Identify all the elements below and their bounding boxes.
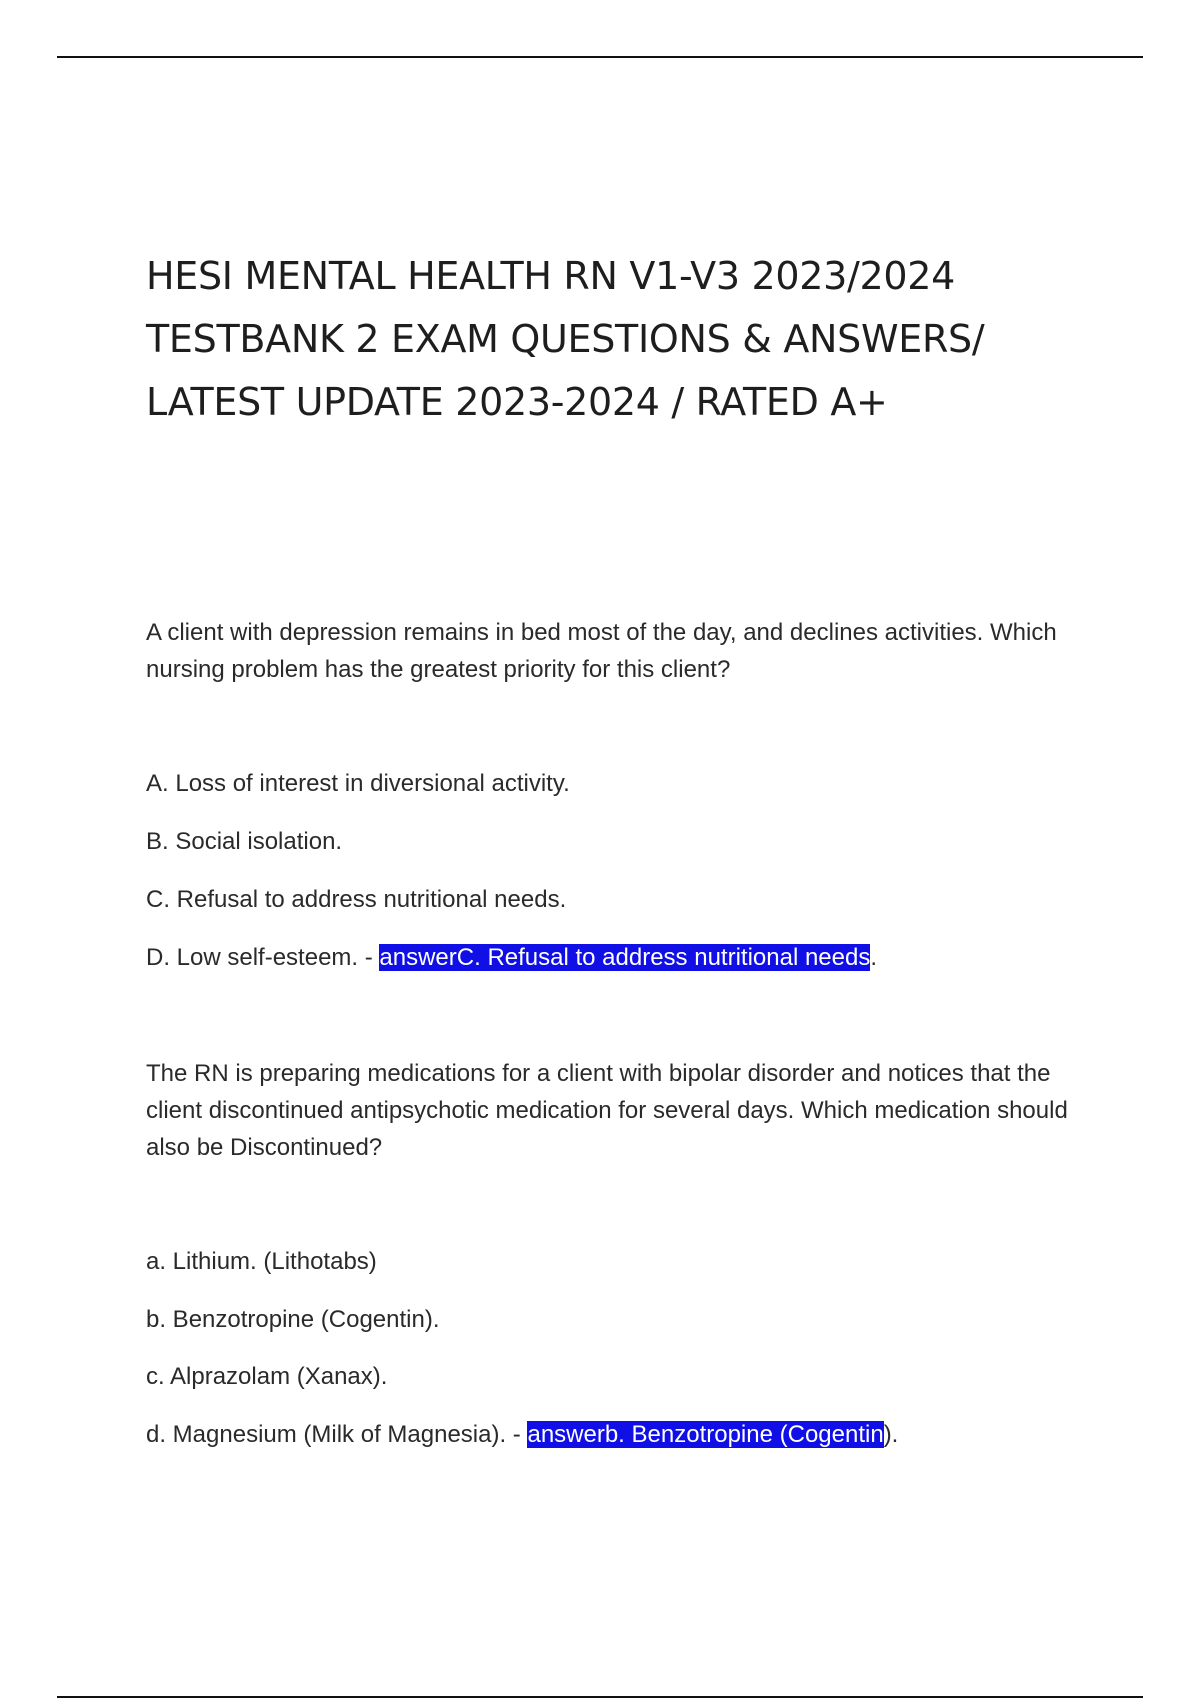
question-2-option-a: a. Lithium. (Lithotabs) bbox=[146, 1248, 377, 1275]
question-1-option-a: A. Loss of interest in diversional activity. bbox=[146, 770, 570, 797]
question-1-answer-highlight: answerC. Refusal to address nutritional needs bbox=[379, 944, 871, 971]
question-2-option-b: b. Benzotropine (Cogentin). bbox=[146, 1306, 440, 1333]
question-2-answer-highlight: answerb. Benzotropine (Cogentin bbox=[527, 1421, 884, 1448]
question-1-option-b: B. Social isolation. bbox=[146, 828, 343, 855]
question-2-stem: The RN is preparing medications for a client with bipolar disorder and notices that the client discontinued antipsychotic medication for several days. Which medication should also be Discontinued? bbox=[146, 1060, 1068, 1161]
question-2-answer-suffix: ). bbox=[883, 1421, 899, 1448]
top-rule bbox=[57, 56, 1143, 58]
title-line-2: TESTBANK 2 EXAM QUESTIONS & ANSWERS/ bbox=[146, 317, 985, 361]
question-2-option-c: c. Alprazolam (Xanax). bbox=[146, 1363, 388, 1390]
question-1-option-c: C. Refusal to address nutritional needs. bbox=[146, 886, 567, 913]
question-1-option-d bbox=[146, 942, 877, 974]
question-1-stem: A client with depression remains in bed most of the day, and declines activities. Which nursing problem has the greatest priority for this client? bbox=[146, 619, 1057, 683]
question-2-option-d-text: d. Magnesium (Milk of Magnesia). - bbox=[146, 1421, 528, 1448]
title-line-1: HESI MENTAL HEALTH RN V1-V3 2023/2024 bbox=[146, 254, 956, 298]
question-1-answer-suffix: . bbox=[870, 944, 878, 971]
question-1-option-d-text: D. Low self-esteem. - bbox=[146, 944, 380, 971]
bottom-rule bbox=[57, 1696, 1143, 1698]
question-2-option-d bbox=[146, 1419, 898, 1451]
document-title bbox=[146, 245, 1106, 434]
title-line-3: LATEST UPDATE 2023-2024 / RATED A+ bbox=[146, 380, 888, 424]
